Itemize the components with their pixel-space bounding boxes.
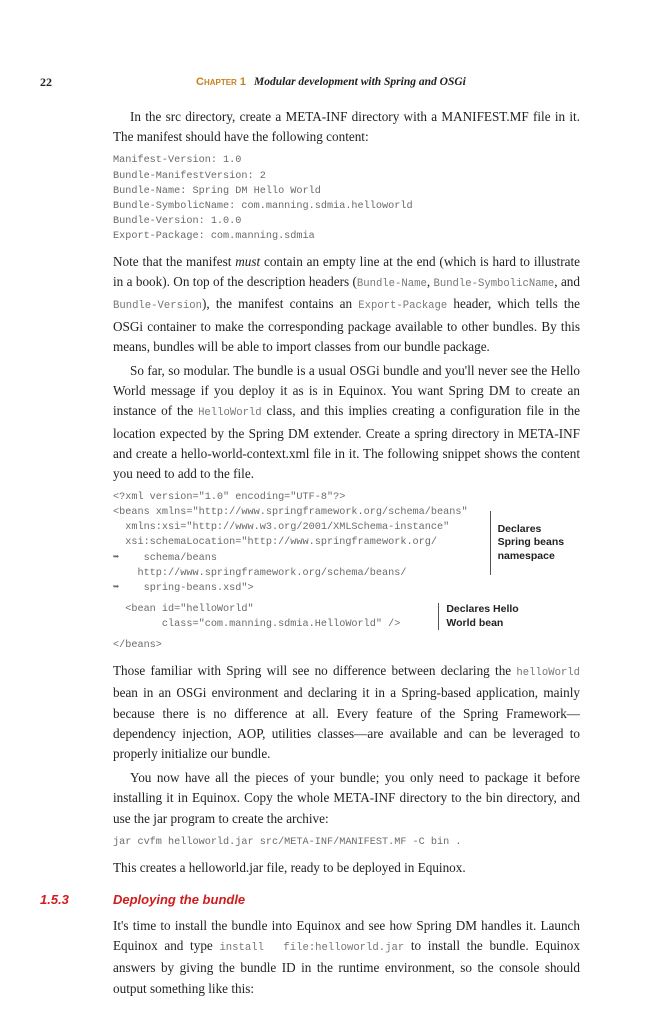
xml-bean-row [113, 602, 580, 632]
paragraph-4 [113, 661, 580, 764]
text: You now have all the pieces of your bundle; you only need to package it before installing it in Equinox. Copy the whole META-INF directory to the bin directory, and use the jar program to create the archive: [113, 770, 580, 826]
text: bean in an OSGi environment and declaring it in a Spring-based application, mainly because there is no difference at all. Every feature of the Spring Framework—dependency injection, AOP, utilities classes—are available and can be leveraged to properly initialize our bundle. [113, 685, 580, 761]
xml-beans-row [113, 490, 580, 596]
code-line: <?xml version="1.0" encoding="UTF-8"?> [113, 492, 346, 504]
xml-bean-block [113, 602, 400, 632]
annotation-hello-bean [438, 603, 518, 630]
inline-code: Bundle-Version [113, 300, 203, 313]
section-number: 1.5.3 [40, 892, 69, 908]
paragraph-1 [113, 107, 580, 147]
inline-code: Bundle-Name [356, 278, 427, 291]
annotation-line: World bean [446, 616, 504, 629]
code-line: xsi:schemaLocation="http://www.springframework.org/ [113, 537, 438, 549]
code-line: class="com.manning.sdmia.HelloWorld" /> [113, 618, 401, 630]
section-title: Deploying the bundle [113, 892, 246, 908]
code-line: <beans xmlns="http://www.springframework.org/schema/beans" [113, 507, 468, 519]
paragraph-2 [113, 252, 580, 357]
text: , and [554, 274, 580, 290]
xml-code-block [113, 490, 468, 596]
inline-code: Bundle-SymbolicName [433, 278, 555, 291]
inline-code: install file:helloworld.jar [219, 942, 405, 955]
paragraph-5 [113, 768, 580, 829]
text: class, and this implies creating a configuration file in the location expected by the Spring DM extender. Create a spring directory in META-INF and create a hello-world-context.xml file in it. The following snippet shows the content you need to add to the file. [113, 403, 580, 481]
text: contain an empty line at the end (which is hard to illustrate in a book). On top of the description headers ( [113, 253, 580, 290]
code-line: Bundle-Name: Spring DM Hello World [113, 185, 321, 197]
jar-command: jar cvfm helloworld.jar src/META-INF/MANIFEST.MF -C bin . [113, 836, 462, 848]
paragraph-6 [113, 858, 580, 878]
annotation-line: Spring beans [497, 536, 565, 549]
running-header [196, 76, 466, 88]
code-line: Manifest-Version: 1.0 [113, 155, 242, 167]
code-line: Bundle-ManifestVersion: 2 [113, 170, 266, 182]
inline-code: HelloWorld [198, 407, 262, 420]
code-line: ➥ spring-beans.xsd"> [113, 582, 254, 594]
text: to install the bundle. Equinox answers by giving the bundle ID in the runtime environment, so the console should output something like this: [113, 938, 580, 996]
manifest-code-block [113, 153, 580, 244]
text: header, which tells the OSGi container to make the corresponding package available to other bundles. By this means, bundles will be able to import classes from our bundle package. [113, 296, 580, 354]
annotation-beans-namespace [490, 511, 565, 576]
inline-code: helloWorld [516, 667, 580, 680]
annotation-line: Declares [497, 522, 542, 535]
code-line: Export-Package: com.manning.sdmia [113, 230, 315, 242]
text: Those familiar with Spring will see no difference between declaring the [113, 663, 517, 679]
code-line: Bundle-Version: 1.0.0 [113, 215, 242, 227]
text: Note that the manifest [113, 253, 236, 269]
text: This creates a helloworld.jar file, ready to be deployed in Equinox. [113, 859, 466, 875]
paragraph-7 [113, 916, 580, 999]
text: , [426, 274, 434, 290]
emphasis: must [235, 253, 261, 269]
chapter-title: Modular development with Spring and OSGi [254, 76, 466, 88]
inline-code: Export-Package [358, 300, 448, 313]
section-heading [40, 892, 580, 910]
annotation-line: Declares Hello [446, 603, 519, 616]
code-line: <bean id="helloWorld" [113, 603, 254, 615]
text: So far, so modular. The bundle is a usual OSGi bundle and you'll never see the Hello World message if you deploy it as is in Equinox. You want Spring DM to create an instance of the [113, 362, 580, 419]
header-row [40, 75, 580, 97]
chapter-label: Chapter 1 [196, 76, 247, 88]
code-line: http://www.springframework.org/schema/beans/ [113, 567, 407, 579]
text: It's time to install the bundle into Equinox and see how Spring DM handles it. Launch Equinox and type [113, 918, 580, 954]
xml-close: </beans> [113, 640, 162, 652]
text: ), the manifest contains an [202, 296, 359, 312]
page-number: 22 [40, 75, 52, 89]
code-line: Bundle-SymbolicName: com.manning.sdmia.helloworld [113, 200, 413, 212]
code-line: xmlns:xsi="http://www.w3.org/2001/XMLSchema-instance" [113, 522, 450, 534]
text-column [40, 0, 580, 1023]
paragraph-3 [113, 361, 580, 484]
code-line: ➥ schema/beans [113, 552, 217, 564]
text: In the src directory, create a META-INF directory with a MANIFEST.MF file in it. The manifest should have the following content: [113, 109, 580, 145]
annotation-line: namespace [497, 549, 555, 562]
